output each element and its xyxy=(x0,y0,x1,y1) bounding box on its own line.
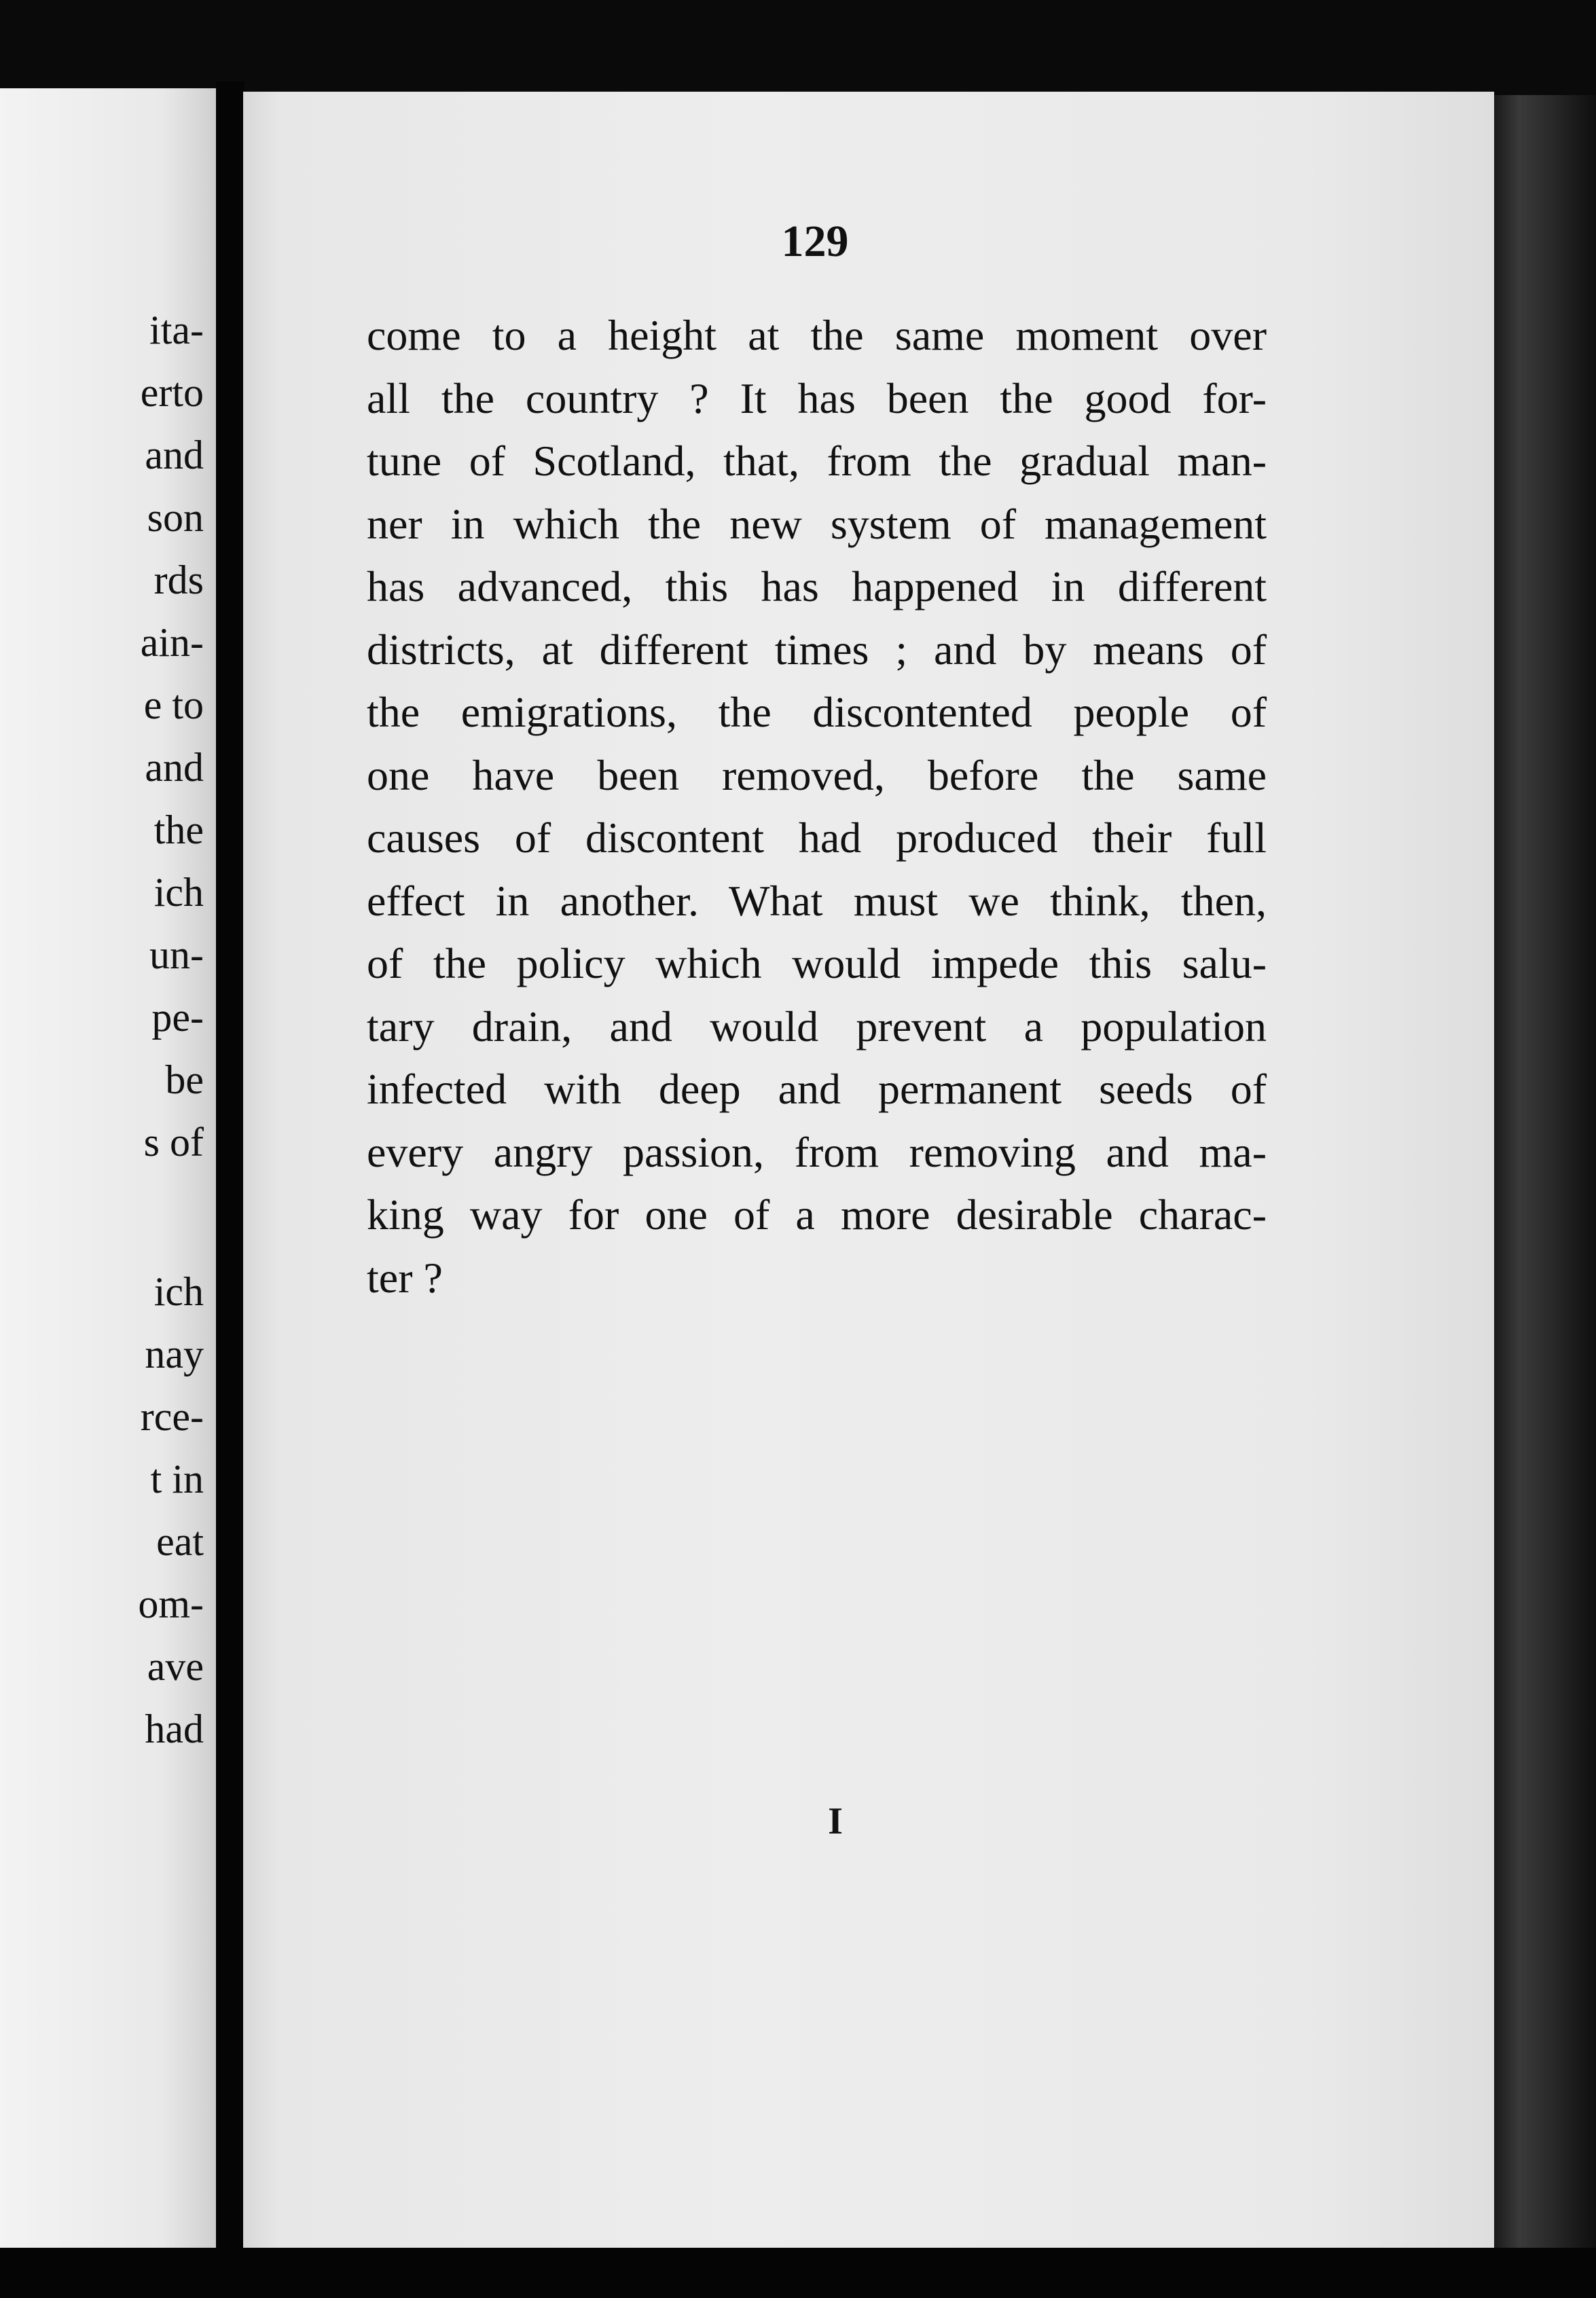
left-line: erto xyxy=(140,370,204,415)
page-number: 129 xyxy=(781,217,849,266)
text-line: come to a height at the same moment over xyxy=(367,311,1267,359)
page-body-text xyxy=(367,304,1267,1309)
left-line: ain- xyxy=(140,620,204,665)
text-line: causes of discontent had produced their full xyxy=(367,814,1267,862)
text-line: infected with deep and permanent seeds of xyxy=(367,1065,1267,1113)
left-line: ita- xyxy=(149,308,204,352)
signature-mark: I xyxy=(828,1800,843,1842)
text-line: tune of Scotland, that, from the gradual man- xyxy=(367,437,1267,485)
left-line: rds xyxy=(153,558,204,602)
left-line: t in xyxy=(150,1457,204,1501)
text-line: tary drain, and would prevent a population xyxy=(367,1002,1267,1051)
left-line: nay xyxy=(145,1332,204,1376)
text-line: ner in which the new system of management xyxy=(367,499,1267,548)
text-line: of the policy which would impede this salu- xyxy=(367,939,1267,987)
left-line: om- xyxy=(138,1582,204,1626)
text-line: has advanced, this has happened in different xyxy=(367,562,1267,610)
left-line: eat xyxy=(156,1519,204,1564)
left-line: and xyxy=(145,745,204,790)
left-line: the xyxy=(153,807,204,852)
left-line: s of xyxy=(143,1120,204,1165)
text-line: king way for one of a more desirable charac- xyxy=(367,1190,1267,1239)
left-line: be xyxy=(165,1057,204,1102)
left-line: and xyxy=(145,433,204,477)
left-line: un- xyxy=(149,932,204,977)
paragraph-gap xyxy=(0,1173,204,1260)
text-line: every angry passion, from removing and ma- xyxy=(367,1127,1267,1176)
book-gutter xyxy=(216,81,244,2282)
left-line: son xyxy=(147,495,204,540)
left-line: ave xyxy=(147,1644,204,1689)
left-line: ich xyxy=(153,870,204,915)
left-line: rce- xyxy=(140,1394,204,1439)
left-line: e to xyxy=(143,682,204,727)
text-line: one have been removed, before the same xyxy=(367,750,1267,799)
text-line: districts, at different times ; and by means of xyxy=(367,625,1267,674)
left-page-text-fragments xyxy=(0,299,204,1760)
scan-border xyxy=(0,2248,1596,2298)
text-line: ter ? xyxy=(367,1253,443,1302)
page-edge-shadow xyxy=(1494,95,1596,2255)
left-line: pe- xyxy=(151,995,204,1040)
text-line: the emigrations, the discontented people of xyxy=(367,688,1267,736)
text-line: effect in another. What must we think, then, xyxy=(367,876,1267,925)
left-line: had xyxy=(145,1707,204,1751)
left-line: ich xyxy=(153,1269,204,1314)
text-line: all the country ? It has been the good for- xyxy=(367,373,1267,422)
